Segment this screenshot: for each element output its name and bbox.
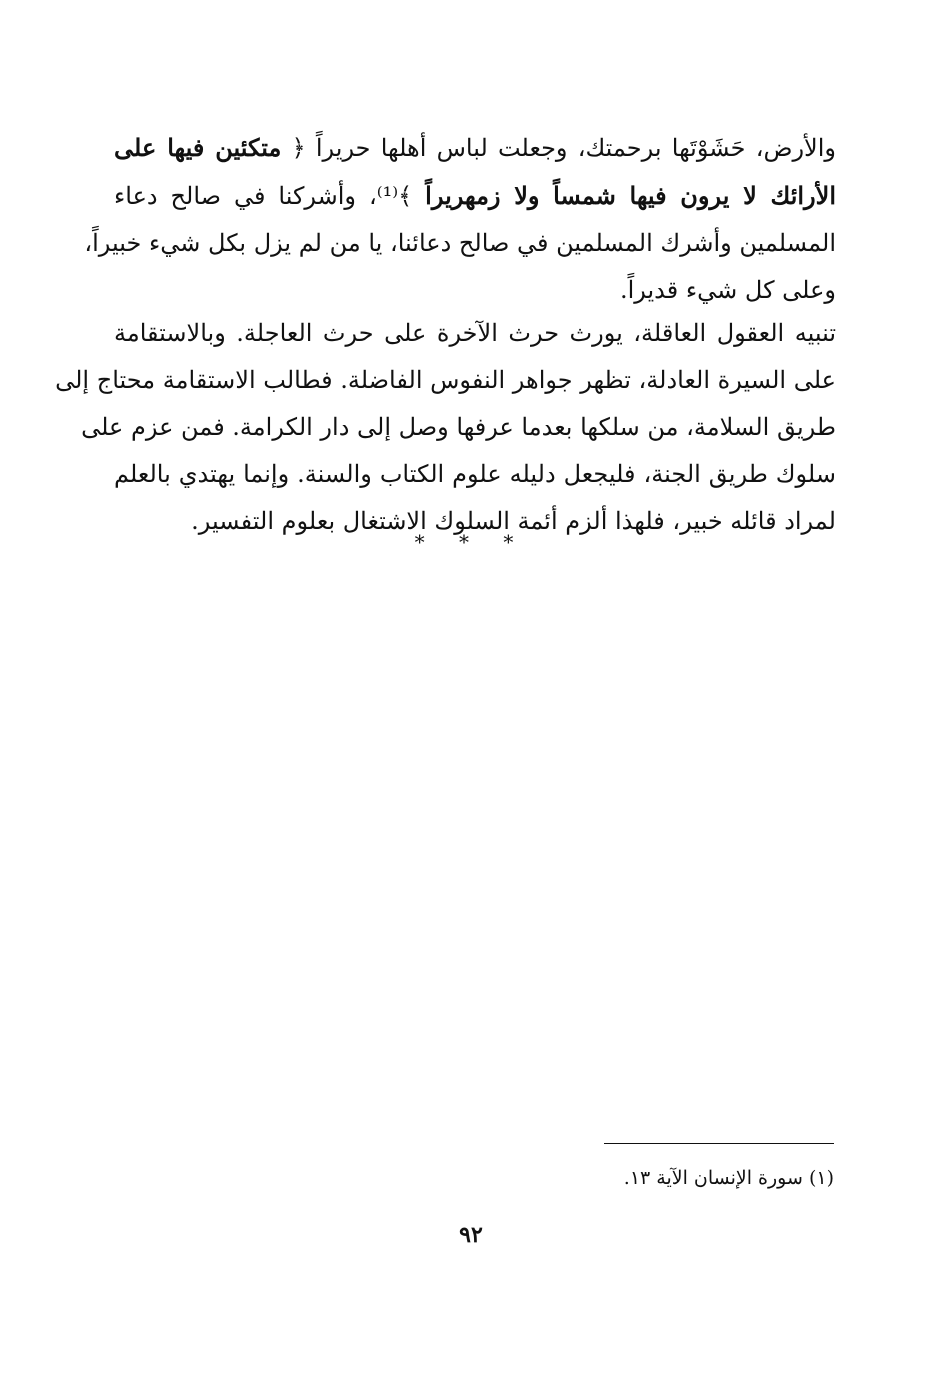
footnote-separator [604, 1143, 834, 1144]
text-segment: ﴾⁽¹⁾، وأشركنا في صالح دعاء [114, 182, 426, 210]
quran-quote: متكئين فيها على [114, 133, 282, 162]
paragraph-line [55, 357, 836, 404]
paragraph-line [114, 451, 836, 498]
quran-quote: الأرائك لا يرون فيها شمساً ولا زمهريراً [425, 181, 837, 210]
footnote: (١) سورة الإنسان الآية ١٣. [623, 1167, 834, 1189]
text-segment: والأرض، حَشَوْتَها برحمتك، وجعلت لباس أهلها حريراً ﴿ [281, 134, 836, 162]
paragraph-line [114, 267, 836, 314]
text-segment: وعلى كل شيء قديراً. [619, 276, 836, 304]
text-segment: لمراد قائله خبير، فلهذا ألزم أئمة السلوك الاشتغال بعلوم التفسير. [191, 507, 836, 535]
paragraph-line [114, 310, 836, 357]
page-number: ٩٢ [459, 1222, 483, 1248]
section-divider: * * * [414, 530, 528, 554]
text-segment: على السيرة العادلة، تظهر جواهر النفوس الفاضلة. فطالب الاستقامة محتاج إلى [55, 366, 836, 394]
text-segment: طريق السلامة، من سلكها بعدما عرفها وصل إلى دار الكرامة. فمن عزم على [81, 413, 836, 441]
text-segment: تنبيه العقول العاقلة، يورث حرث الآخرة على حرث العاجلة. وبالاستقامة [114, 319, 836, 347]
paragraph-1 [84, 124, 837, 314]
paragraph-line [84, 220, 836, 267]
paragraph-2 [55, 310, 836, 545]
paragraph-line [114, 124, 836, 172]
paragraph-line [114, 172, 836, 220]
text-segment: سلوك طريق الجنة، فليجعل دليله علوم الكتاب والسنة. وإنما يهتدي بالعلم [114, 460, 836, 488]
text-segment: المسلمين وأشرك المسلمين في صالح دعائنا، يا من لم يزل بكل شيء خبيراً، [84, 229, 836, 257]
paragraph-line [81, 404, 836, 451]
